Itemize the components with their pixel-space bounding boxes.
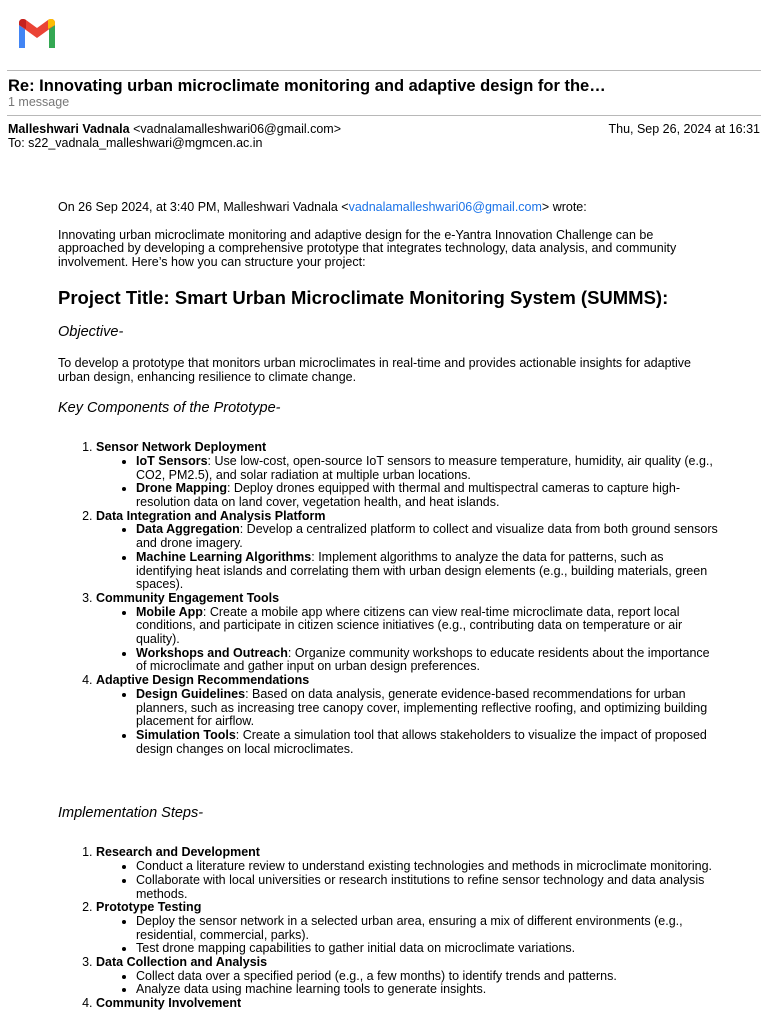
list-item: • Collaborate with local universities or research institutions to refine sensor technology and data analysis methods. xyxy=(136,874,718,901)
list-item: 3. Data Collection and Analysis • Collect data over a specified period (e.g., a few months) to identify trends and patterns. • Analyze data using machine learning tools to generate insights. xyxy=(96,956,718,997)
quoted-sender-email-link[interactable]: vadnalamalleshwari06@gmail.com xyxy=(348,200,542,214)
project-title: Project Title: Smart Urban Microclimate Monitoring System (SUMMS): xyxy=(58,286,669,308)
list-item: • Collect data over a specified period (e.g., a few months) to identify trends and patterns. xyxy=(136,970,718,984)
list-item: • Machine Learning Algorithms: Implement algorithms to analyze the data for patterns, such as identifying heat islands and correlating them with urban design elements (e.g., building materials, green spaces). xyxy=(136,551,718,592)
steps-list xyxy=(58,846,718,1010)
list-item: 1. Sensor Network Deployment • IoT Sensors: Use low-cost, open-source IoT sensors to measure temperature, humidity, air quality (e.g., CO2, PM2.5), and solar radiation at multiple urban locations. • Drone Mapping: Deploy drones equipped with thermal and multispectral cameras to capture high-resolution data on land cover, vegetation health, and heat islands. xyxy=(96,441,718,510)
list-item: 3. Community Engagement Tools • Mobile App: Create a mobile app where citizens can view real-time microclimate data, report local conditions, and participate in citizen science initiatives (e.g., contributing data on temperature or air quality). • Workshops and Outreach: Organize community workshops to educate residents about the importance of microclimate and gather input on urban design preferences. xyxy=(96,592,718,674)
steps-heading: Implementation Steps- xyxy=(58,805,204,822)
message-date: Thu, Sep 26, 2024 at 16:31 xyxy=(608,122,760,136)
intro-paragraph: Innovating urban microclimate monitoring and adaptive design for the e-Yantra Innovation Challenge can be approached by developing a comprehensive prototype that integrates technology, data analysis, and community involvement. Here’s how you can structure your project: xyxy=(58,227,677,270)
list-item: 1. Research and Development • Conduct a literature review to understand existing technologies and methods in microclimate monitoring. • Collaborate with local universities or research institutions to refine sensor technology and data analysis methods. xyxy=(96,846,718,901)
sender-email: <vadnalamalleshwari06@gmail.com> xyxy=(133,122,342,136)
subject-divider xyxy=(7,115,761,116)
objective-text: To develop a prototype that monitors urban microclimates in real-time and provides actionable insights for adaptive urban design, enhancing resilience to climate change. xyxy=(58,355,691,384)
sender-name: Malleshwari Vadnala xyxy=(8,122,130,136)
to-label: To: xyxy=(8,136,25,150)
recipient-email: s22_vadnala_malleshwari@mgmcen.ac.in xyxy=(28,136,263,150)
email-subject: Re: Innovating urban microclimate monitoring and adaptive design for the… xyxy=(8,77,606,95)
list-item: • Deploy the sensor network in a selected urban area, ensuring a mix of different environments (e.g., residential, commercial, parks). xyxy=(136,915,718,942)
header-divider xyxy=(7,70,761,71)
list-item: 4. Adaptive Design Recommendations • Design Guidelines: Based on data analysis, generate evidence-based recommendations for urban planners, such as increasing tree canopy cover, implementing reflective roofing, and optimizing building placement for airflow. • Simulation Tools: Create a simulation tool that allows stakeholders to visualize the impact of proposed design changes on local microclimates. xyxy=(96,674,718,756)
sender-line xyxy=(8,122,341,136)
quote-header: On 26 Sep 2024, at 3:40 PM, Malleshwari Vadnala <vadnalamalleshwari06@gmail.com> wrote: xyxy=(58,200,587,214)
components-list xyxy=(58,441,718,756)
list-item: • Drone Mapping: Deploy drones equipped with thermal and multispectral cameras to capture high-resolution data on land cover, vegetation health, and heat islands. xyxy=(136,482,718,509)
list-item: • Workshops and Outreach: Organize community workshops to educate residents about the importance of microclimate and gather input on urban design preferences. xyxy=(136,647,718,674)
list-item: • Test drone mapping capabilities to gather initial data on microclimate variations. xyxy=(136,942,718,956)
list-item: • Mobile App: Create a mobile app where citizens can view real-time microclimate data, report local conditions, and participate in citizen science initiatives (e.g., contributing data on temperature or air quality). xyxy=(136,606,718,647)
list-item: 4. Community Involvement xyxy=(96,997,718,1011)
recipient-line xyxy=(8,136,263,150)
list-item: 2. Data Integration and Analysis Platform • Data Aggregation: Develop a centralized platform to collect and visualize data from both ground sensors and drone imagery. • Machine Learning Algorithms: Implement algorithms to analyze the data for patterns, such as identifying heat islands and correlating them with urban design elements (e.g., building materials, green spaces). xyxy=(96,510,718,592)
gmail-logo-icon xyxy=(16,18,58,50)
list-item: • Analyze data using machine learning tools to generate insights. xyxy=(136,983,718,997)
components-heading: Key Components of the Prototype- xyxy=(58,400,281,417)
list-item: • Design Guidelines: Based on data analysis, generate evidence-based recommendations for urban planners, such as increasing tree canopy cover, implementing reflective roofing, and optimizing building placement for airflow. xyxy=(136,688,718,729)
email-body xyxy=(58,201,718,1011)
list-item: • Conduct a literature review to understand existing technologies and methods in microclimate monitoring. xyxy=(136,860,718,874)
list-item: • Data Aggregation: Develop a centralized platform to collect and visualize data from both ground sensors and drone imagery. xyxy=(136,523,718,550)
list-item: • IoT Sensors: Use low-cost, open-source IoT sensors to measure temperature, humidity, air quality (e.g., CO2, PM2.5), and solar radiation at multiple urban locations. xyxy=(136,455,718,482)
list-item: • Simulation Tools: Create a simulation tool that allows stakeholders to visualize the impact of proposed design changes on local microclimates. xyxy=(136,729,718,756)
message-count: 1 message xyxy=(8,95,70,109)
objective-heading: Objective- xyxy=(58,323,124,340)
list-item: 2. Prototype Testing • Deploy the sensor network in a selected urban area, ensuring a mix of different environments (e.g., residential, commercial, parks). • Test drone mapping capabilities to gather initial data on microclimate variations. xyxy=(96,901,718,956)
